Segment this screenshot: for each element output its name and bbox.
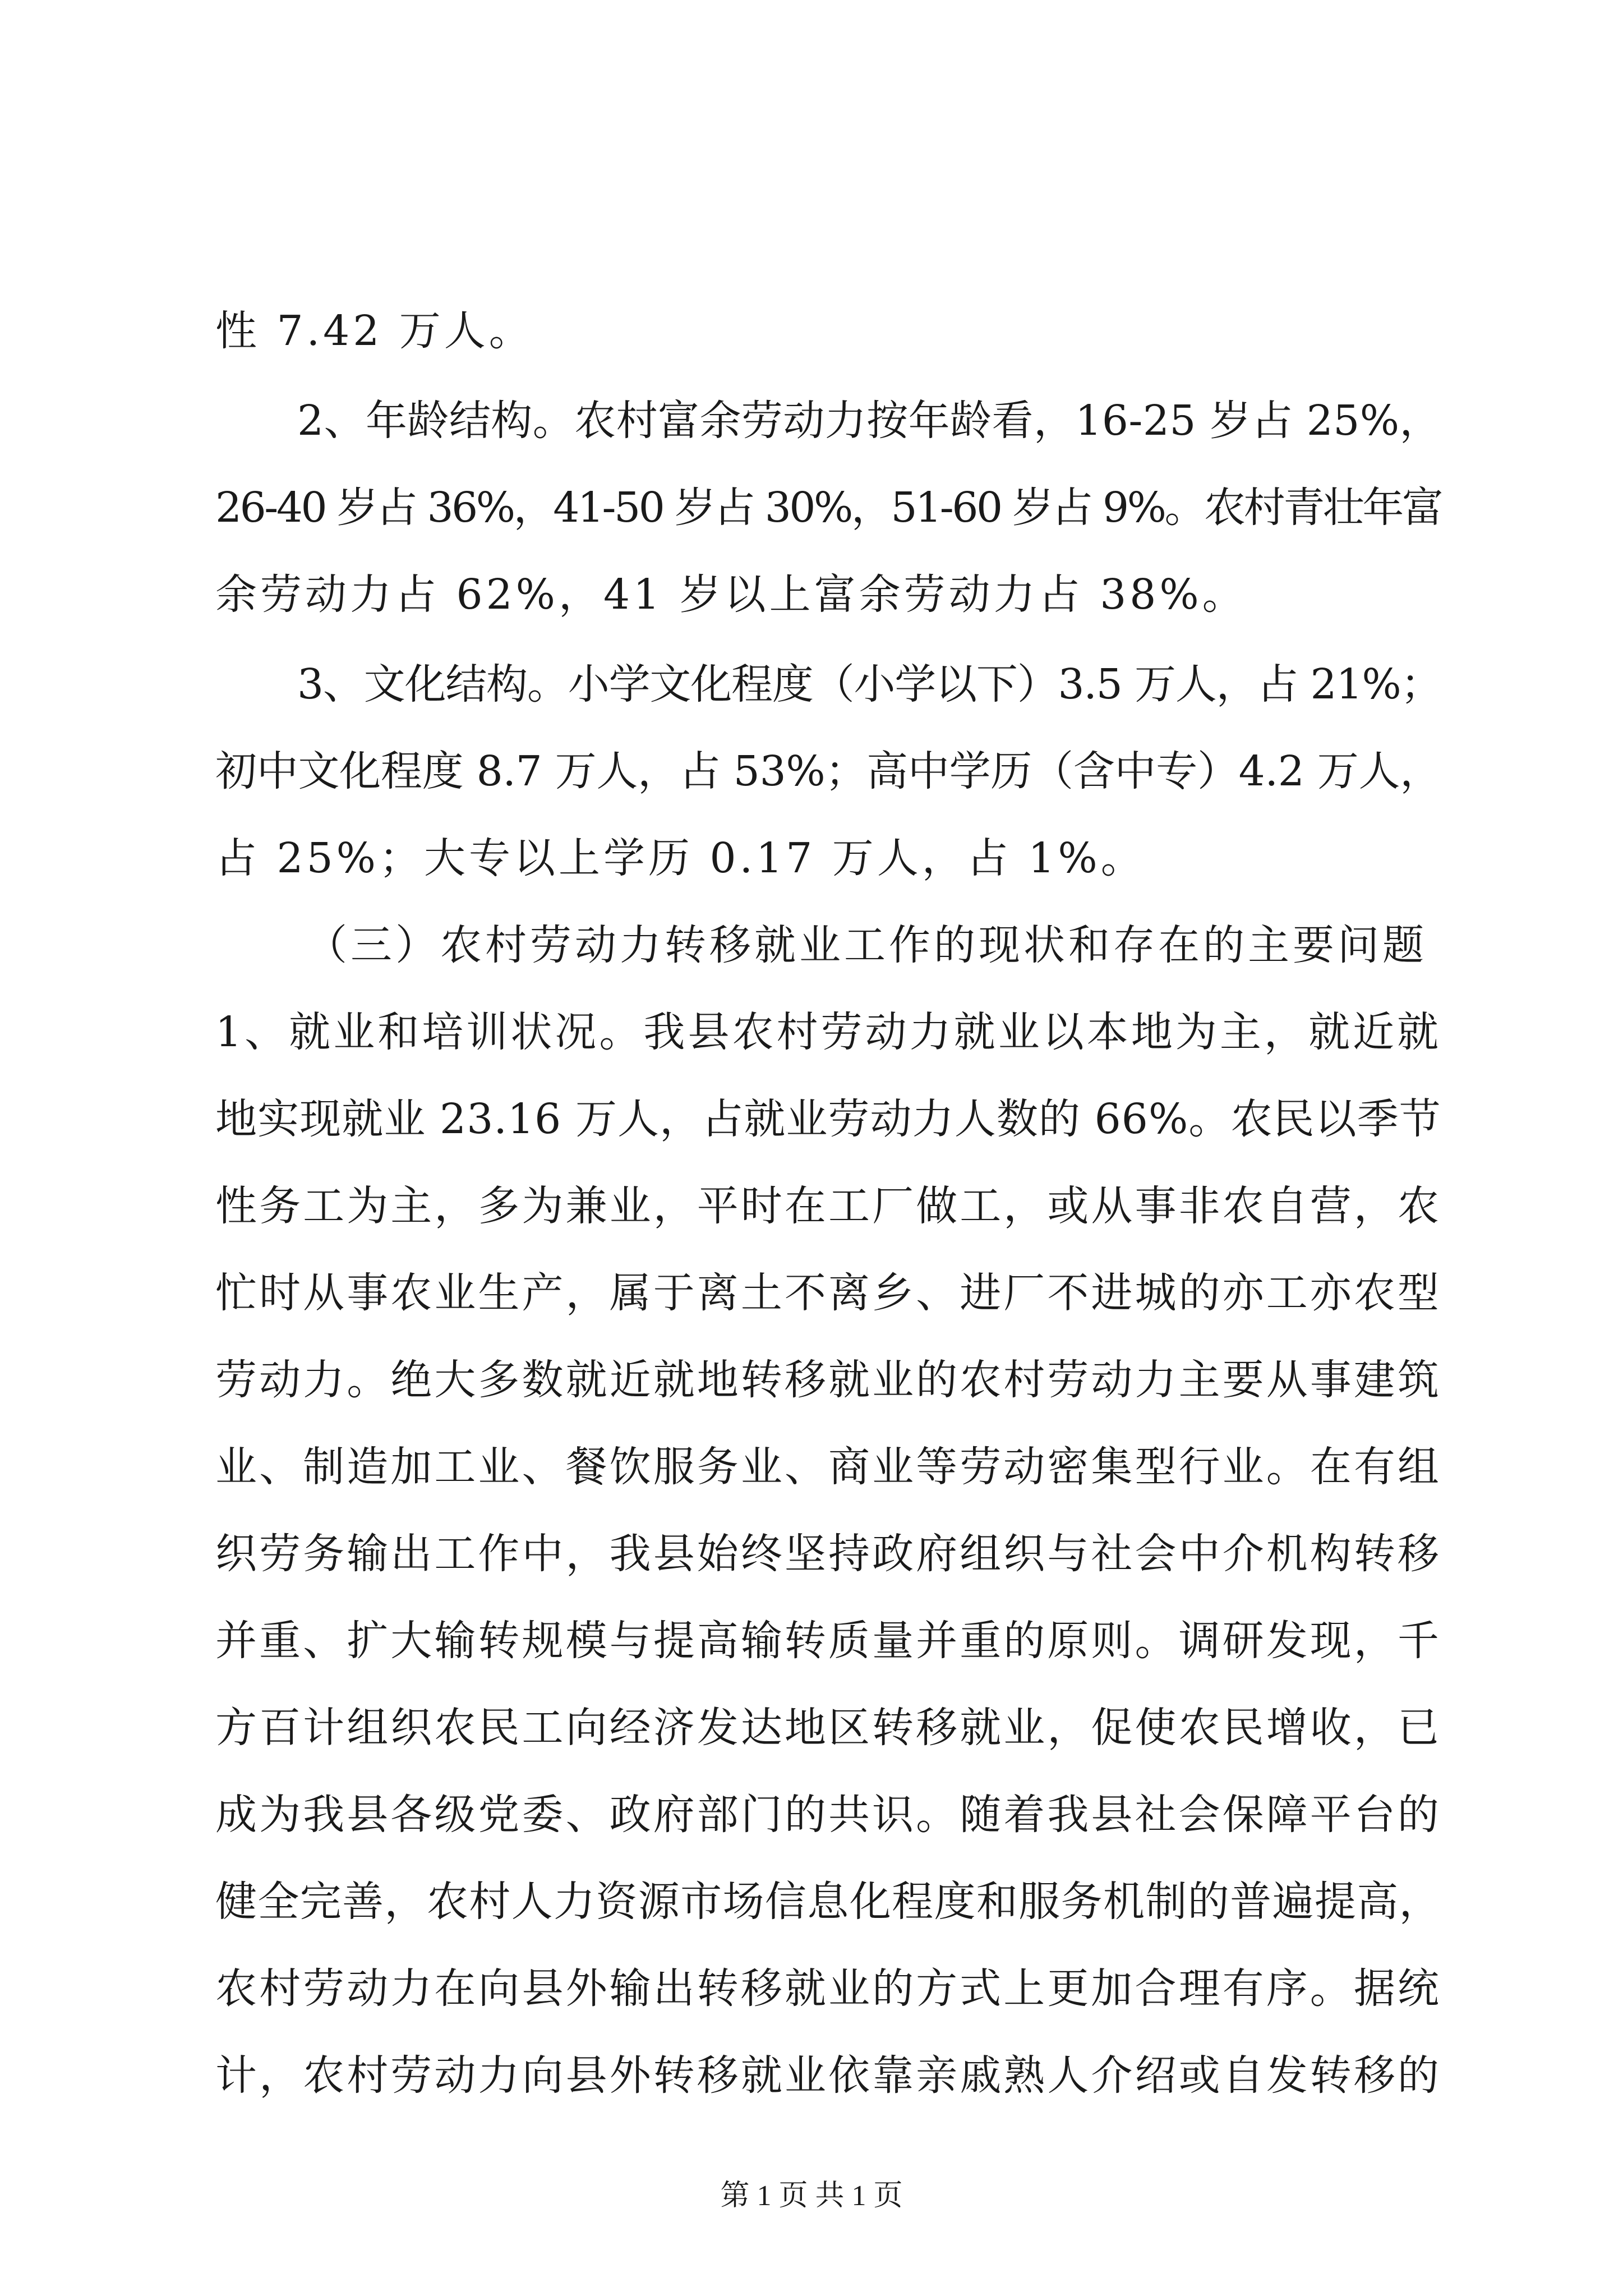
text-line-4: 余劳动力占 62%，41 岁以上富余劳动力占 38%。: [215, 570, 1247, 619]
text-line-13: 劳动力。绝大多数就近就地转移就业的农村劳动力主要从事建筑: [215, 1356, 1441, 1404]
text-line-20: 农村劳动力在向县外输出转移就业的方式上更加合理有序。据统: [215, 1964, 1441, 2013]
text-line-12: 忙时从事农业生产，属于离土不离乡、进厂不进城的亦工亦农型: [215, 1269, 1441, 1317]
text-line-17: 方百计组织农民工向经济发达地区转移就业，促使农民增收，已: [215, 1704, 1441, 1752]
text-line-19: 健全完善，农村人力资源市场信息化程度和服务机制的普遍提高，: [215, 1878, 1441, 1926]
text-line-1: 性 7.42 万人。: [215, 307, 534, 355]
page-footer: 第 1 页 共 1 页: [720, 2180, 903, 2212]
text-line-15: 织劳务输出工作中，我县始终坚持政府组织与社会中介机构转移: [215, 1530, 1441, 1578]
text-line-2: 2、年龄结构。农村富余劳动力按年龄看，16-25 岁占 25%，: [297, 397, 1441, 445]
text-line-9: 1、就业和培训状况。我县农村劳动力就业以本地为主，就近就: [215, 1008, 1442, 1056]
text-line-18: 成为我县各级党委、政府部门的共识。随着我县社会保障平台的: [215, 1791, 1441, 1839]
text-line-6: 初中文化程度 8.7 万人，占 53%；高中学历（含中专）4.2 万人，: [215, 747, 1441, 795]
text-line-3: 26-40 岁占 36%，41-50 岁占 30%，51-60 岁占 9%。农村青壮年富: [215, 484, 1442, 532]
text-line-21: 计，农村劳动力向县外转移就业依靠亲戚熟人介绍或自发转移的: [215, 2051, 1441, 2100]
text-line-5: 3、文化结构。小学文化程度（小学以下）3.5 万人，占 21%；: [297, 660, 1442, 708]
text-line-16: 并重、扩大输转规模与提高输转质量并重的原则。调研发现，千: [215, 1617, 1441, 1665]
text-line-14: 业、制造加工业、餐饮服务业、商业等劳动密集型行业。在有组: [215, 1443, 1441, 1491]
text-line-7: 占 25%；大专以上学历 0.17 万人，占 1%。: [215, 834, 1146, 882]
text-line-10: 地实现就业 23.16 万人，占就业劳动力人数的 66%。农民以季节: [215, 1095, 1441, 1143]
section-heading: （三）农村劳动力转移就业工作的现状和存在的主要问题: [306, 921, 1427, 969]
text-line-11: 性务工为主，多为兼业，平时在工厂做工，或从事非农自营，农: [215, 1182, 1441, 1230]
